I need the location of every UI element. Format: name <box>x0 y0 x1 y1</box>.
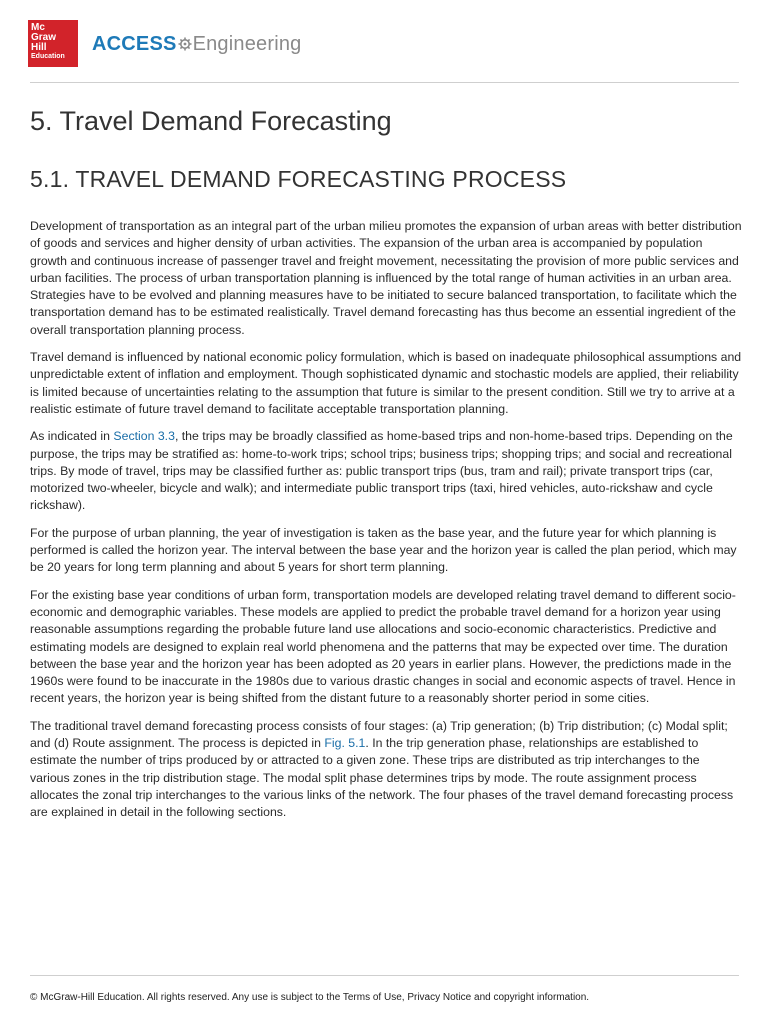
paragraph-1: Development of transportation as an integral part of the urban milieu promotes the expansion of urban areas with better distribution of goods and services and higher density of urban activities. The expansion of the urban area is accompanied by population growth and continuous increase of passenger travel and freight movement, necessitating the provision of more public services and urban facilities. The process of urban transportation planning is influenced by the total range of human activities in an urban area. Strategies have to be evolved and planning measures have to be initiated to secure balanced transportation, to facilitate which the transportation demand has to be estimated realistically. Travel demand forecasting has thus become an essential ingredient of the overall transportation planning process. <box>30 219 742 337</box>
paragraph-6-text-a: The traditional travel demand forecasting process consists of four stages: (a) Trip generation; (b) Trip distribution; (c) Modal split; and (d) Route assignment. The process is depicted in <box>30 718 728 751</box>
logo-line-1: Mc <box>31 22 45 33</box>
logo-line-4: Education <box>31 53 65 60</box>
fig-5-1-link[interactable]: Fig. 5.1 <box>324 736 366 751</box>
paragraph-2: Travel demand is influenced by national economic policy formulation, which is based on inadequate philosophical assumptions and unpredictable extent of inflation and employment. Though sophisticated dynamic and stochastic models are applied, their reliability is limited because of uncertainties relating to the assumption that future is similar to the present condition. Still we try to arrive at a realistic estimate of future travel demand to facilitate acceptable transportation planning. <box>30 350 742 416</box>
gear-icon <box>178 37 192 51</box>
paragraph-5: For the existing base year conditions of urban form, transportation models are developed relating travel demand to different socio-economic and demographic variables. These models are applied to predict the probable travel demand for a horizon year using reasonable assumptions regarding the probable future land use allocations and socio-economic characteristics. Predictive and estimating models are designed to explain real world phenomena and the patterns that may be expected over time. The duration between the base year and the horizon year has been adopted as 20 years in earlier plans. However, the predictions made in the 1960s were found to be inaccurate in the 1980s due to various drastic changes in social and economic aspects of travel. Hence in recent years, the horizon year is being shifted from the distant future to a reasonably shorter period in some cities. <box>30 587 736 706</box>
article-body <box>30 218 742 832</box>
section-3-3-link[interactable]: Section 3.3 <box>113 429 175 444</box>
paragraph-3-text-b: , the trips may be broadly classified as home-based trips and non-home-based trips. Depending on the purpose, the trips may be stratified as: home-to-work trips; school trips; business trips; shopping trips; and social and recreational trips. By mode of travel, trips may be classified further as: public transport trips (bus, tram and rail); private transport trips (car, motorized two-wheeler, bicycle and walk); and intermediate public transport trips (taxi, hired vehicles, auto-rickshaw and cycle rickshaw). <box>30 429 733 513</box>
mcgraw-hill-logo <box>28 20 78 67</box>
logo-line-2: Graw <box>31 32 57 43</box>
logo-line-3: Hill <box>31 42 47 53</box>
access-engineering-brand <box>92 30 302 58</box>
paragraph-6 <box>30 718 742 822</box>
footer-divider <box>30 975 739 976</box>
paragraph-6-text-b: . In the trip generation phase, relationships are established to estimate the number of trips produced by or attracted to a given zone. These trips are distributed as trip interchanges to the various zones in the trip distribution stage. The modal split phase determines trips by mode. The route assignment process allocates the zonal trip interchanges to the various links of the network. The four phases of the travel demand forecasting process are explained in detail in the following sections. <box>30 736 734 820</box>
section-title: 5.1. TRAVEL DEMAND FORECASTING PROCESS <box>30 166 567 192</box>
paragraph-3 <box>30 428 742 514</box>
copyright-footer: © McGraw-Hill Education. All rights reserved. Any use is subject to the Terms of Use, Privacy Notice and copyright information. <box>30 992 590 1003</box>
paragraph-4: For the purpose of urban planning, the year of investigation is taken as the base year, and the future year for which planning is performed is called the horizon year. The interval between the base year and the horizon year is called the plan period, which may be 20 years for long term planning and about 5 years for short term planning. <box>30 525 737 575</box>
brand-engineering: Engineering <box>192 32 302 55</box>
brand-access: ACCESS <box>92 32 177 55</box>
header-divider <box>30 82 739 83</box>
chapter-title: 5. Travel Demand Forecasting <box>30 106 392 136</box>
paragraph-3-text-a: As indicated in <box>30 429 114 444</box>
